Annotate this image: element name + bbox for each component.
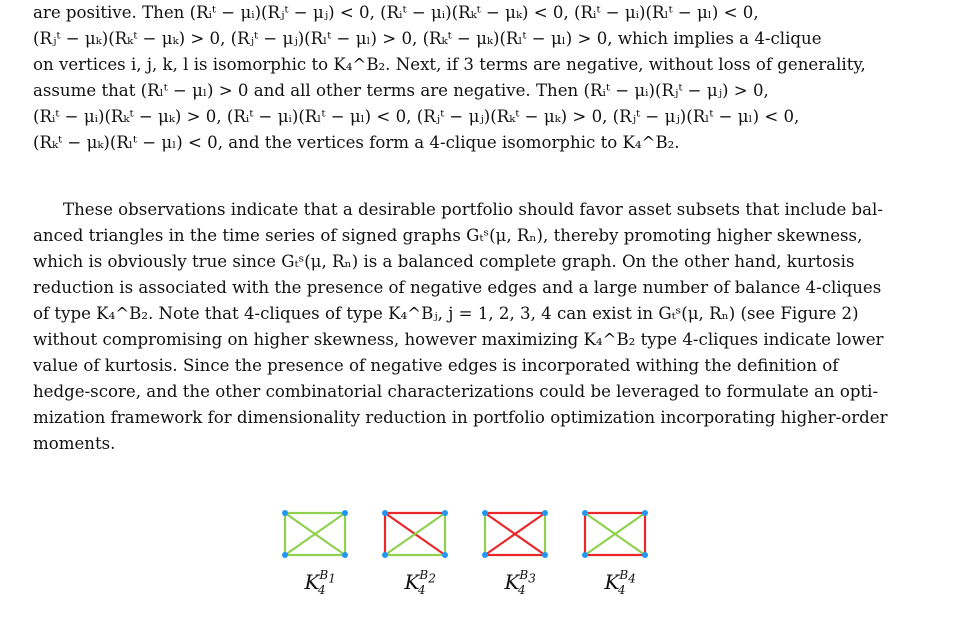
label-sup-sub: 1 xyxy=(328,571,336,586)
vertex-tr xyxy=(642,510,648,516)
text-line: These observations indicate that a desirable portfolio should favor asset subsets that include bal- xyxy=(63,200,883,219)
text-line: assume that (Rₗᵗ − μₗ) > 0 and all other terms are negative. Then (Rᵢᵗ − μᵢ)(Rⱼᵗ − μⱼ) > 0, xyxy=(33,81,769,100)
vertex-tr xyxy=(442,510,448,516)
clique-b1-svg xyxy=(280,508,350,560)
text-line: (Rⱼᵗ − μₖ)(Rₖᵗ − μₖ) > 0, (Rⱼᵗ − μⱼ)(Rₗᵗ − μₗ) > 0, (Rₖᵗ − μₖ)(Rₗᵗ − μₗ) > 0, which implies a 4-clique xyxy=(33,29,822,48)
text-line: (Rₖᵗ − μₖ)(Rₗᵗ − μₗ) < 0, and the vertices form a 4-clique isomorphic to K₄^B₂. xyxy=(33,133,680,152)
clique-label-b3 xyxy=(480,568,550,597)
vertex-bl xyxy=(382,552,388,558)
clique-b4-svg xyxy=(580,508,650,560)
vertex-br xyxy=(542,552,548,558)
label-sup-sub: 2 xyxy=(428,571,436,586)
text-line: anced triangles in the time series of signed graphs Gₜˢ(μ, Rₙ), thereby promoting higher skewness, xyxy=(33,226,863,245)
clique-figure xyxy=(280,508,660,598)
text-line: value of kurtosis. Since the presence of negative edges is incorporated withing the definition of xyxy=(33,356,839,375)
label-base: K xyxy=(304,570,320,594)
label-sub: 4 xyxy=(417,583,426,597)
label-base: K xyxy=(604,570,620,594)
text-line: without compromising on higher skewness, however maximizing K₄^B₂ type 4-cliques indicate lower xyxy=(33,330,884,349)
vertex-br xyxy=(642,552,648,558)
label-sub: 4 xyxy=(517,583,526,597)
vertex-br xyxy=(342,552,348,558)
clique-graph-b4 xyxy=(580,508,650,560)
clique-label-b1 xyxy=(280,568,350,597)
text-line: which is obviously true since Gₜˢ(μ, Rₙ) is a balanced complete graph. On the other hand, kurtosis xyxy=(33,252,855,271)
vertex-br xyxy=(442,552,448,558)
label-sub: 4 xyxy=(617,583,626,597)
vertex-tl xyxy=(282,510,288,516)
text-line: on vertices i, j, k, l is isomorphic to K₄^B₂. Next, if 3 terms are negative, without loss of generality, xyxy=(33,55,866,74)
vertex-bl xyxy=(582,552,588,558)
text-line: reduction is associated with the presence of negative edges and a large number of balance 4-cliques xyxy=(33,278,882,297)
vertex-tl xyxy=(382,510,388,516)
text-line: hedge-score, and the other combinatorial characterizations could be leveraged to formulate an opti- xyxy=(33,382,879,401)
paragraph-observations xyxy=(33,197,933,457)
vertex-tl xyxy=(582,510,588,516)
text-line: moments. xyxy=(33,434,116,453)
vertex-tr xyxy=(342,510,348,516)
paragraph-continuation xyxy=(33,0,933,156)
vertex-bl xyxy=(282,552,288,558)
label-sub: 4 xyxy=(317,583,326,597)
label-sup: B xyxy=(619,568,629,582)
label-sup-sub: 4 xyxy=(628,571,636,586)
label-sup: B xyxy=(419,568,429,582)
vertex-tr xyxy=(542,510,548,516)
text-line: (Rᵢᵗ − μᵢ)(Rₖᵗ − μₖ) > 0, (Rᵢᵗ − μᵢ)(Rₗᵗ − μₗ) < 0, (Rⱼᵗ − μⱼ)(Rₖᵗ − μₖ) > 0, (Rⱼᵗ − μⱼ)(Rₗᵗ − μₗ) < 0, xyxy=(33,107,800,126)
label-sup-sub: 3 xyxy=(528,571,536,586)
text-line: are positive. Then (Rᵢᵗ − μᵢ)(Rⱼᵗ − μⱼ) < 0, (Rᵢᵗ − μᵢ)(Rₖᵗ − μₖ) < 0, (Rᵢᵗ − μᵢ)(Rₗᵗ − μₗ) < 0, xyxy=(33,3,759,22)
clique-graph-b3 xyxy=(480,508,550,560)
clique-graph-b1 xyxy=(280,508,350,560)
label-base: K xyxy=(504,570,520,594)
vertex-bl xyxy=(482,552,488,558)
label-base: K xyxy=(404,570,420,594)
clique-label-b2 xyxy=(380,568,450,597)
clique-label-b4 xyxy=(580,568,650,597)
clique-b3-svg xyxy=(480,508,550,560)
label-sup: B xyxy=(519,568,529,582)
clique-graph-b2 xyxy=(380,508,450,560)
text-line: of type K₄^B₂. Note that 4-cliques of type K₄^Bⱼ, j = 1, 2, 3, 4 can exist in Gₜˢ(μ, Rₙ) (see Figure 2) xyxy=(33,304,859,323)
clique-b2-svg xyxy=(380,508,450,560)
label-sup: B xyxy=(319,568,329,582)
text-line: mization framework for dimensionality reduction in portfolio optimization incorporating higher-order xyxy=(33,408,888,427)
vertex-tl xyxy=(482,510,488,516)
